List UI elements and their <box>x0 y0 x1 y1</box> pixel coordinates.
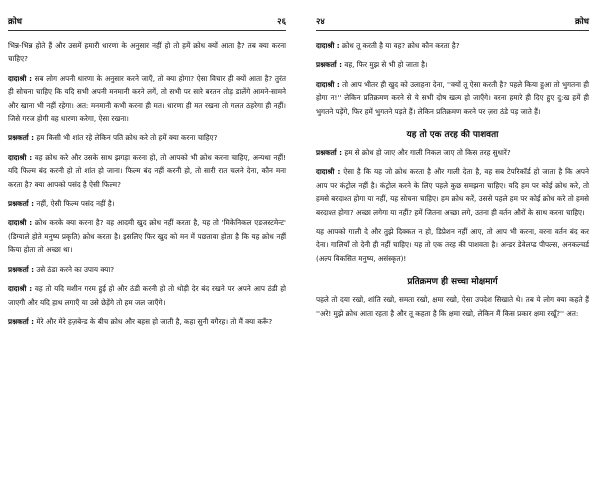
right-header-title: क्रोध <box>575 16 589 27</box>
left-para: दादाश्री : वह क्रोध करे और उसके साथ झगड़ा करना हो, तो आपको भी क्रोध करना चाहिए, अन्यथा नहीं! यदि फिल्म बंद करनी हो तो शांत हो जाना। फिल्म बंद नहीं करनी हो, तो सारी रात चलने देना, कौन मना करता है? क्या आपको पसंद है ऐसी फिल्म? <box>8 152 286 189</box>
left-page-number: २६ <box>277 16 286 27</box>
right-para: प्रश्नकर्ता : वह, फिर मुझ से भी हो जाता है। <box>316 60 428 70</box>
right-para: दादाश्री : क्रोध तू करती है या वह? क्रोध कौन करता है? <box>316 41 460 50</box>
left-para: भिन्न-भिन्न होते हैं और उसमें हमारी धारणा के अनुसार नहीं हो तो हमें क्रोध क्यों आता है? तब क्या करना चाहिए? <box>8 41 286 64</box>
left-para: प्रश्नकर्ता : मेरे और मेरे हज़बेन्ड के बीच क्रोध और बहस हो जाती है, कहा सुनी वगैरह। तो मैं क्या करूँ? <box>8 316 273 326</box>
section-heading: प्रतिक्रमण ही सच्चा मोक्षमार्ग <box>407 277 498 288</box>
right-para: दादाश्री : ऐसा है कि यह जो क्रोध करता है और गाली देता है, वह सब टेपरिकॉर्ड हो जाता है कि अपने आप पर कंट्रोल नहीं है। कंट्रोल करने के लिए पहले कुछ समझना चाहिए। यदि हम पर कोई क्रोध करे, तो हमसे बरदाश्त होगा या नहीं, यह सोचना चाहिए। हम क्रोध करें, उससे पहले हम पर कोई क्रोध करे तो हमसे बरदाश्त होगा? अच्छा लगेगा या नहीं? हमें जितना अच्छा लगे, उतना ही वर्तन औरों के साथ करना चाहिए। <box>316 167 590 217</box>
left-header-title: क्रोध <box>8 16 22 27</box>
right-para: यह आपको गाली दे और तुझे दिक्कत न हो, डिप्रेशन नहीं आए, तो आप भी करना, वरना वर्तन बंद कर देना। गालियाँ तो देनी ही नहीं चाहिए। यह तो एक तरह की पाशवता है। अन्डर डेवेलप्ड पीपल्स, अनकल्चर्ड (अल्प विकसित मनुष्य, असंस्कृत)! <box>316 227 589 263</box>
left-para: प्रश्नकर्ता : नहीं, ऐसी फिल्म पसंद नहीं है। <box>8 199 115 209</box>
left-para: प्रश्नकर्ता : हम किसी भी शांत रहे लेकिन पति क्रोध करे तो हमें क्या करना चाहिए? <box>8 133 218 143</box>
left-para: दादाश्री : वह तो यदि मशीन गरम हुई हो और ठंडी करनी हो तो थोड़ी देर बंद रखने पर अपने आप ठंडी हो जाएगी और यदि हाथ लगाएँ या उसे छेड़ेंगे तो हम जल जाएँगे। <box>8 284 286 307</box>
left-para: दादाश्री : क्रोध करके क्या करना है? वह आदमी खुद क्रोध नहीं करता है, यह तो 'मिकेनिकल एडजस्टमेन्ट' (डिग्याले होते मनुष्य प्रकृति) क्रोध करता है। इसलिए फिर खुद को मन में पछतावा होता है कि यह क्रोध नहीं किया होता तो अच्छा था। <box>8 218 286 255</box>
right-page-number: २४ <box>316 16 325 27</box>
right-para: प्रश्नकर्ता : हम से क्रोध हो जाए और गाली निकल जाए तो किस तरह सुधारें? <box>316 148 511 158</box>
right-page <box>300 0 599 484</box>
left-para: प्रश्नकर्ता : उसे ठंडा करने का उपाय क्या? <box>8 264 115 274</box>
right-page-header <box>316 12 589 31</box>
right-para: दादाश्री : तो आप भीतर ही खुद को उलाहना देना, ''क्यों तू ऐसा करती है? पहले किया हुआ तो भुगतना ही होगा न!'' लेकिन प्रतिक्रमण करने से ये सभी दोष खत्म हो जाएँगे। वरना हमारे ही दिए हुए दु:ख हमें ही भुगतने पड़ेंगे, फिर हमें भुगतने पड़ते हैं। लेकिन प्रतिक्रमण करने पर ज़रा ठंडे पड़ जाते हैं। <box>316 79 589 116</box>
right-para: पहले तो दया रखो, शांति रखो, समता रखो, क्षमा रखो, ऐसा उपदेश सिखाते थे। तब ये लोग क्या कहते हैं ''अरे! मुझे क्रोध आता रहता है और तू कहता है कि क्षमा रखो, लेकिन मैं किस प्रकार क्षमा रखूँ?'' अत: <box>316 295 589 318</box>
section-heading: यह तो एक तरह की पाशवता <box>406 130 499 141</box>
left-page-header <box>8 12 286 31</box>
left-para: दादाश्री : सब लोग अपनी धारणा के अनुसार करने जाएँ, तो क्या होगा? ऐसा विचार ही क्यों आता है? तुरंत ही सोचना चाहिए कि यदि सभी अपनी मनमानी करने लगें, तो सभी पर सारे बरतन तोड़ डालेंगे आमने-सामने और खाना भी नहीं रहेगा। अत: मनमानी कभी करना ही मत। धारणा ही मत रखना तो गलत ठहरेगा ही नहीं। जिसे गरज होगी वह धारणा करेगा, ऐसा रखना। <box>8 73 286 124</box>
